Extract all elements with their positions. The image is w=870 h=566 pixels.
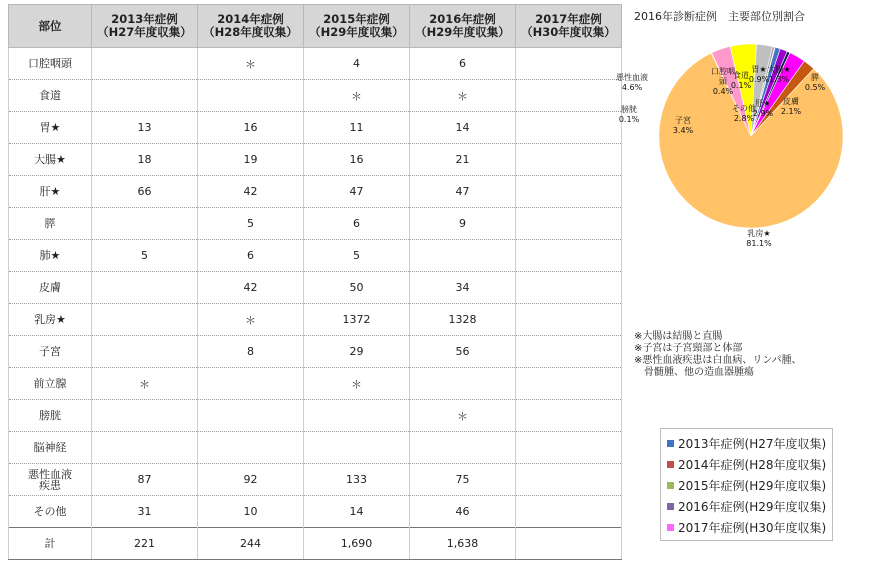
note-line: ※大腸は結腸と直腸 <box>634 331 723 342</box>
value-cell <box>516 368 622 400</box>
table-row <box>9 272 622 304</box>
note-line: 骨髄腫、他の造血器腫瘍 <box>634 367 754 378</box>
value-cell: 1,690 <box>304 528 410 560</box>
value-cell <box>92 336 198 368</box>
value-cell <box>198 432 304 464</box>
organ-cell: 食道 <box>9 80 92 112</box>
value-cell <box>304 400 410 432</box>
value-cell: 19 <box>198 144 304 176</box>
pie-slice-label: 乳房★ 81.1% <box>746 229 772 248</box>
organ-cell: 前立腺 <box>9 368 92 400</box>
value-cell: ＊ <box>92 368 198 400</box>
table-row <box>9 80 622 112</box>
value-cell: 6 <box>198 240 304 272</box>
value-cell <box>516 144 622 176</box>
value-cell: 6 <box>304 208 410 240</box>
organ-cell: 悪性血液 疾患 <box>9 464 92 496</box>
value-cell: 42 <box>198 176 304 208</box>
value-cell <box>92 80 198 112</box>
value-cell: 13 <box>92 112 198 144</box>
organ-cell: 脳神経 <box>9 432 92 464</box>
value-cell <box>516 208 622 240</box>
table-row <box>9 496 622 528</box>
value-cell: 66 <box>92 176 198 208</box>
organ-cell: 胃★ <box>9 112 92 144</box>
value-cell <box>198 400 304 432</box>
pie-slice-label: 子宮 3.4% <box>672 116 694 135</box>
value-cell <box>516 176 622 208</box>
pie-chart <box>616 40 868 270</box>
value-cell <box>516 272 622 304</box>
pie-slice-label: 口腔咽頭 0.4% <box>711 67 735 96</box>
value-cell <box>92 208 198 240</box>
value-cell: ＊ <box>198 304 304 336</box>
table-row <box>9 208 622 240</box>
pie-slice-label: 膵 0.5% <box>804 73 826 92</box>
value-cell: 50 <box>304 272 410 304</box>
table-row <box>9 400 622 432</box>
organ-cell: 肝★ <box>9 176 92 208</box>
value-cell: ＊ <box>198 48 304 80</box>
value-cell: 5 <box>304 240 410 272</box>
value-cell: ＊ <box>304 80 410 112</box>
value-cell <box>304 432 410 464</box>
value-cell: 21 <box>410 144 516 176</box>
value-cell: ＊ <box>410 400 516 432</box>
legend-swatch <box>667 524 674 531</box>
value-cell: 10 <box>198 496 304 528</box>
value-cell: 221 <box>92 528 198 560</box>
value-cell: 46 <box>410 496 516 528</box>
legend-item <box>667 475 826 496</box>
legend-item <box>667 496 826 517</box>
organ-cell: 皮膚 <box>9 272 92 304</box>
value-cell <box>92 304 198 336</box>
table-row <box>9 176 622 208</box>
organ-cell: 計 <box>9 528 92 560</box>
value-cell <box>92 432 198 464</box>
value-cell: 244 <box>198 528 304 560</box>
column-header: 2014年症例 （H28年度収集） <box>198 5 304 48</box>
column-header: 部位 <box>9 5 92 48</box>
pie-slice-label: 大腸★ 1.3% <box>767 65 791 84</box>
table-row <box>9 144 622 176</box>
notes <box>634 331 802 379</box>
value-cell <box>92 400 198 432</box>
value-cell: 5 <box>198 208 304 240</box>
pie-slice-label: 肝★ 2.9% <box>752 99 774 118</box>
organ-cell: 肺★ <box>9 240 92 272</box>
table-row <box>9 304 622 336</box>
table-row <box>9 240 622 272</box>
value-cell <box>516 336 622 368</box>
organ-cell: 大腸★ <box>9 144 92 176</box>
value-cell: 4 <box>304 48 410 80</box>
note-line: ※悪性血液疾患は白血病、リンパ腫、 <box>634 355 802 366</box>
value-cell: 56 <box>410 336 516 368</box>
value-cell: 42 <box>198 272 304 304</box>
pie-chart-title: 2016年診断症例 主要部位別割合 <box>634 10 805 23</box>
legend-label: 2015年症例(H29年度収集) <box>678 479 827 493</box>
legend-swatch <box>667 482 674 489</box>
value-cell <box>92 48 198 80</box>
organ-cell: 膵 <box>9 208 92 240</box>
value-cell: 133 <box>304 464 410 496</box>
value-cell: ＊ <box>304 368 410 400</box>
value-cell: 6 <box>410 48 516 80</box>
organ-cell: 乳房★ <box>9 304 92 336</box>
value-cell: 47 <box>410 176 516 208</box>
value-cell: 1372 <box>304 304 410 336</box>
note-line: ※子宮は子宮頸部と体部 <box>634 343 743 354</box>
value-cell: 1,638 <box>410 528 516 560</box>
value-cell <box>410 432 516 464</box>
value-cell <box>516 464 622 496</box>
value-cell: 14 <box>304 496 410 528</box>
legend-item <box>667 454 826 475</box>
pie-slice-label: 食道 0.1% <box>730 71 752 90</box>
value-cell: 9 <box>410 208 516 240</box>
value-cell <box>198 368 304 400</box>
table-row <box>9 368 622 400</box>
value-cell <box>410 240 516 272</box>
value-cell <box>516 240 622 272</box>
value-cell: 1328 <box>410 304 516 336</box>
value-cell: 18 <box>92 144 198 176</box>
pie-slice-label: その他 2.8% <box>732 104 756 123</box>
table-row <box>9 432 622 464</box>
pie-slice-label: 皮膚 2.1% <box>780 97 802 116</box>
legend-swatch <box>667 461 674 468</box>
value-cell: 11 <box>304 112 410 144</box>
value-cell: 75 <box>410 464 516 496</box>
column-header: 2013年症例 （H27年度収集） <box>92 5 198 48</box>
value-cell: 87 <box>92 464 198 496</box>
pie-slice-label: 膀胱 0.1% <box>618 105 640 124</box>
legend-item <box>667 517 826 538</box>
legend-item <box>667 433 826 454</box>
legend-label: 2013年症例(H27年度収集) <box>678 437 827 451</box>
legend-label: 2017年症例(H30年度収集) <box>678 521 827 535</box>
value-cell: ＊ <box>410 80 516 112</box>
column-header: 2015年症例 （H29年度収集） <box>304 5 410 48</box>
table-row <box>9 528 622 560</box>
value-cell <box>516 400 622 432</box>
value-cell <box>516 112 622 144</box>
table-row <box>9 336 622 368</box>
chart-legend <box>660 428 833 541</box>
column-header: 2016年症例 （H29年度収集） <box>410 5 516 48</box>
table-row <box>9 112 622 144</box>
value-cell: 29 <box>304 336 410 368</box>
value-cell <box>516 432 622 464</box>
value-cell <box>198 80 304 112</box>
value-cell <box>516 80 622 112</box>
pie-slice-label: 悪性血液 4.6% <box>616 73 648 92</box>
value-cell: 92 <box>198 464 304 496</box>
value-cell: 8 <box>198 336 304 368</box>
value-cell <box>92 272 198 304</box>
value-cell <box>516 48 622 80</box>
organ-cell: 膀胱 <box>9 400 92 432</box>
legend-label: 2016年症例(H29年度収集) <box>678 500 827 514</box>
value-cell: 47 <box>304 176 410 208</box>
value-cell <box>516 304 622 336</box>
value-cell: 14 <box>410 112 516 144</box>
legend-label: 2014年症例(H28年度収集) <box>678 458 827 472</box>
table-body <box>9 48 622 560</box>
case-count-table <box>8 4 622 560</box>
pie-slice-label: 胃★ 0.9% <box>748 65 770 84</box>
organ-cell: 口腔咽頭 <box>9 48 92 80</box>
organ-cell: 子宮 <box>9 336 92 368</box>
legend-swatch <box>667 503 674 510</box>
legend-swatch <box>667 440 674 447</box>
value-cell <box>516 528 622 560</box>
value-cell: 31 <box>92 496 198 528</box>
table-row <box>9 464 622 496</box>
header-row <box>9 5 622 48</box>
value-cell <box>410 368 516 400</box>
value-cell <box>516 496 622 528</box>
table-row <box>9 48 622 80</box>
value-cell: 5 <box>92 240 198 272</box>
value-cell: 34 <box>410 272 516 304</box>
value-cell: 16 <box>304 144 410 176</box>
column-header: 2017年症例 （H30年度収集） <box>516 5 622 48</box>
value-cell: 16 <box>198 112 304 144</box>
organ-cell: その他 <box>9 496 92 528</box>
